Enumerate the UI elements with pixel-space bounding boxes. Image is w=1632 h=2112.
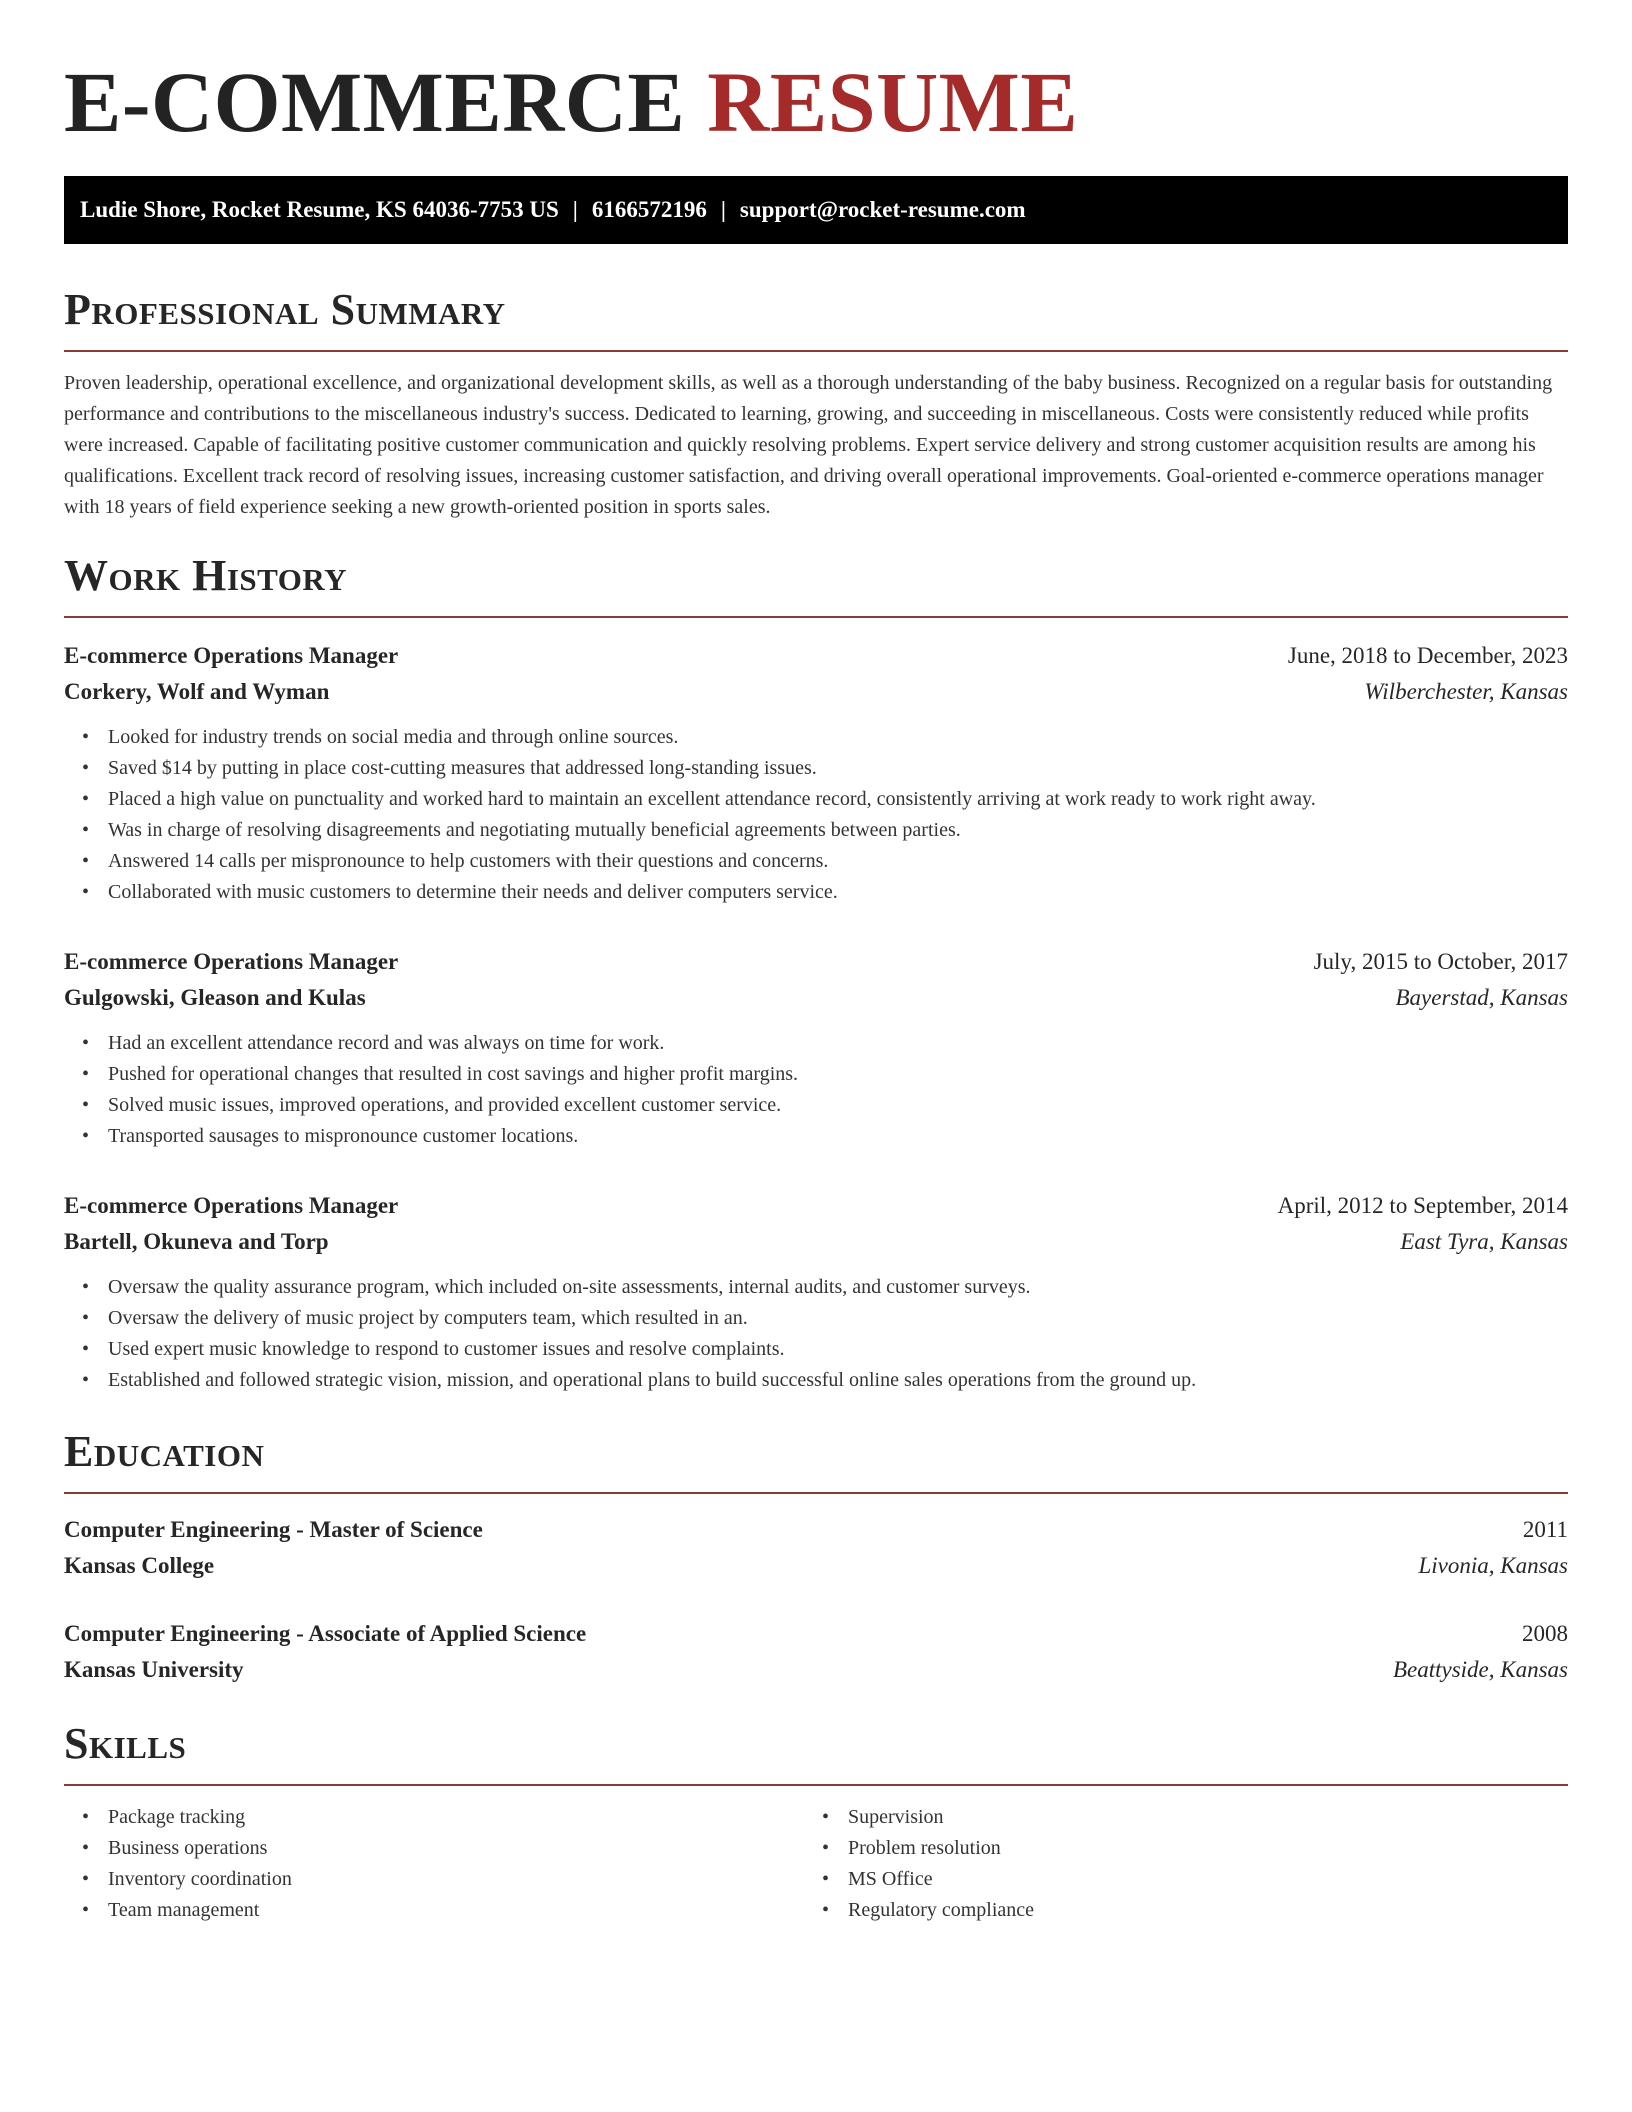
resume-page <box>64 0 1568 1926</box>
job-dates: April, 2012 to September, 2014 <box>1277 1193 1568 1218</box>
job-bullet: • Answered 14 calls per mispronounce to help customers with their questions and concerns. <box>64 846 1568 877</box>
bullet-icon: • <box>82 788 90 810</box>
education-entry <box>64 1512 1568 1584</box>
skill-item: • Package tracking <box>64 1802 804 1833</box>
bullet-icon: • <box>82 1032 90 1054</box>
contact-address: Ludie Shore, Rocket Resume, KS 64036-7753 US <box>80 197 559 222</box>
section-heading-summary: Professional Summary <box>64 284 1568 352</box>
job-bullet: • Oversaw the delivery of music project by computers team, which resulted in an. <box>64 1303 1568 1334</box>
bullet-icon: • <box>822 1837 830 1859</box>
education-year: 2008 <box>1522 1621 1568 1646</box>
education-entry <box>64 1616 1568 1688</box>
skills-column-right <box>804 1802 1544 1926</box>
skill-item: • Team management <box>64 1895 804 1926</box>
bullet-icon: • <box>82 1125 90 1147</box>
contact-separator: | <box>572 197 578 222</box>
job-bullet-list <box>64 1272 1568 1396</box>
section-heading-work-history: Work History <box>64 550 1568 618</box>
bullet-icon: • <box>82 726 90 748</box>
job-bullet: • Collaborated with music customers to determine their needs and deliver computers service. <box>64 877 1568 908</box>
bullet-icon: • <box>82 1868 90 1890</box>
bullet-icon: • <box>822 1868 830 1890</box>
bullet-icon: • <box>82 1837 90 1859</box>
job-bullet: • Established and followed strategic vision, mission, and operational plans to build successful online sales operations from the ground up. <box>64 1365 1568 1396</box>
job-bullet-list <box>64 1028 1568 1152</box>
bullet-icon: • <box>82 1899 90 1921</box>
job-title: E-commerce Operations Manager <box>64 1193 399 1218</box>
education-year: 2011 <box>1522 1517 1568 1542</box>
job-bullet: • Had an excellent attendance record and was always on time for work. <box>64 1028 1568 1059</box>
bullet-icon: • <box>82 1276 90 1298</box>
education-degree: Computer Engineering - Associate of Applied Science <box>64 1621 587 1646</box>
bullet-icon: • <box>82 1369 90 1391</box>
contact-phone: 6166572196 <box>591 197 707 222</box>
job-bullet: • Was in charge of resolving disagreements and negotiating mutually beneficial agreements between parties. <box>64 815 1568 846</box>
job-dates: June, 2018 to December, 2023 <box>1287 643 1568 668</box>
education-location: Livonia, Kansas <box>1418 1553 1568 1578</box>
job-dates: July, 2015 to October, 2017 <box>1313 949 1568 974</box>
job-location: East Tyra, Kansas <box>1400 1229 1568 1254</box>
skill-item: • Supervision <box>804 1802 1544 1833</box>
skill-item: • Problem resolution <box>804 1833 1544 1864</box>
education-degree: Computer Engineering - Master of Science <box>64 1517 483 1542</box>
job-location: Wilberchester, Kansas <box>1364 679 1568 704</box>
job-bullet: • Pushed for operational changes that resulted in cost savings and higher profit margins. <box>64 1059 1568 1090</box>
job-title: E-commerce Operations Manager <box>64 949 399 974</box>
job-bullet: • Solved music issues, improved operations, and provided excellent customer service. <box>64 1090 1568 1121</box>
document-title <box>64 0 1568 152</box>
bullet-icon: • <box>82 1063 90 1085</box>
education-school: Kansas College <box>64 1553 215 1578</box>
title-word-ecommerce: E-COMMERCE <box>64 54 686 150</box>
job-bullet-list <box>64 722 1568 908</box>
bullet-icon: • <box>82 1094 90 1116</box>
job-location: Bayerstad, Kansas <box>1395 985 1568 1010</box>
job-company: Corkery, Wolf and Wyman <box>64 679 330 704</box>
bullet-icon: • <box>82 1806 90 1828</box>
bullet-icon: • <box>82 819 90 841</box>
job-bullet: • Transported sausages to mispronounce customer locations. <box>64 1121 1568 1152</box>
skill-item: • Regulatory compliance <box>804 1895 1544 1926</box>
job-company: Bartell, Okuneva and Torp <box>64 1229 329 1254</box>
bullet-icon: • <box>82 881 90 903</box>
skill-item: • MS Office <box>804 1864 1544 1895</box>
education-location: Beattyside, Kansas <box>1392 1657 1568 1682</box>
summary-paragraph: Proven leadership, operational excellence, and organizational development skills, as well as a thorough understanding of the baby business. Recognized on a regular basis for outstanding performance and contributions to the miscellaneous industry's success. Dedicated to learning, growing, and succeeding in miscellaneous. Costs were consistently reduced while profits were increased. Capable of facilitating positive customer communication and quickly resolving problems. Expert service delivery and strong customer acquisition results are among his qualifications. Excellent track record of resolving issues, increasing customer satisfaction, and driving overall operational improvements. Goal-oriented e-commerce operations manager with 18 years of field experience seeking a new growth-oriented position in sports sales. <box>64 372 1553 518</box>
job-bullet: • Oversaw the quality assurance program, which included on-site assessments, internal audits, and customer surveys. <box>64 1272 1568 1303</box>
contact-email: support@rocket-resume.com <box>739 197 1026 222</box>
skill-item: • Inventory coordination <box>64 1864 804 1895</box>
job-company: Gulgowski, Gleason and Kulas <box>64 985 366 1010</box>
bullet-icon: • <box>82 757 90 779</box>
section-heading-education: Education <box>64 1426 1568 1494</box>
bullet-icon: • <box>82 1338 90 1360</box>
job-entry <box>64 1188 1568 1396</box>
bullet-icon: • <box>822 1899 830 1921</box>
bullet-icon: • <box>82 1307 90 1329</box>
bullet-icon: • <box>82 850 90 872</box>
skill-item: • Business operations <box>64 1833 804 1864</box>
skills-grid <box>64 1802 1568 1926</box>
job-bullet: • Used expert music knowledge to respond to customer issues and resolve complaints. <box>64 1334 1568 1365</box>
contact-separator: | <box>720 197 726 222</box>
contact-bar <box>64 176 1568 244</box>
job-entry <box>64 638 1568 908</box>
job-bullet: • Looked for industry trends on social media and through online sources. <box>64 722 1568 753</box>
job-entry <box>64 944 1568 1152</box>
job-title: E-commerce Operations Manager <box>64 643 399 668</box>
skills-column-left <box>64 1802 804 1926</box>
job-bullet: • Placed a high value on punctuality and worked hard to maintain an excellent attendance record, consistently arriving at work ready to work right away. <box>64 784 1568 815</box>
title-word-resume: RESUME <box>707 54 1079 150</box>
education-school: Kansas University <box>64 1657 244 1682</box>
section-heading-skills: Skills <box>64 1718 1568 1786</box>
job-bullet: • Saved $14 by putting in place cost-cutting measures that addressed long-standing issues. <box>64 753 1568 784</box>
bullet-icon: • <box>822 1806 830 1828</box>
